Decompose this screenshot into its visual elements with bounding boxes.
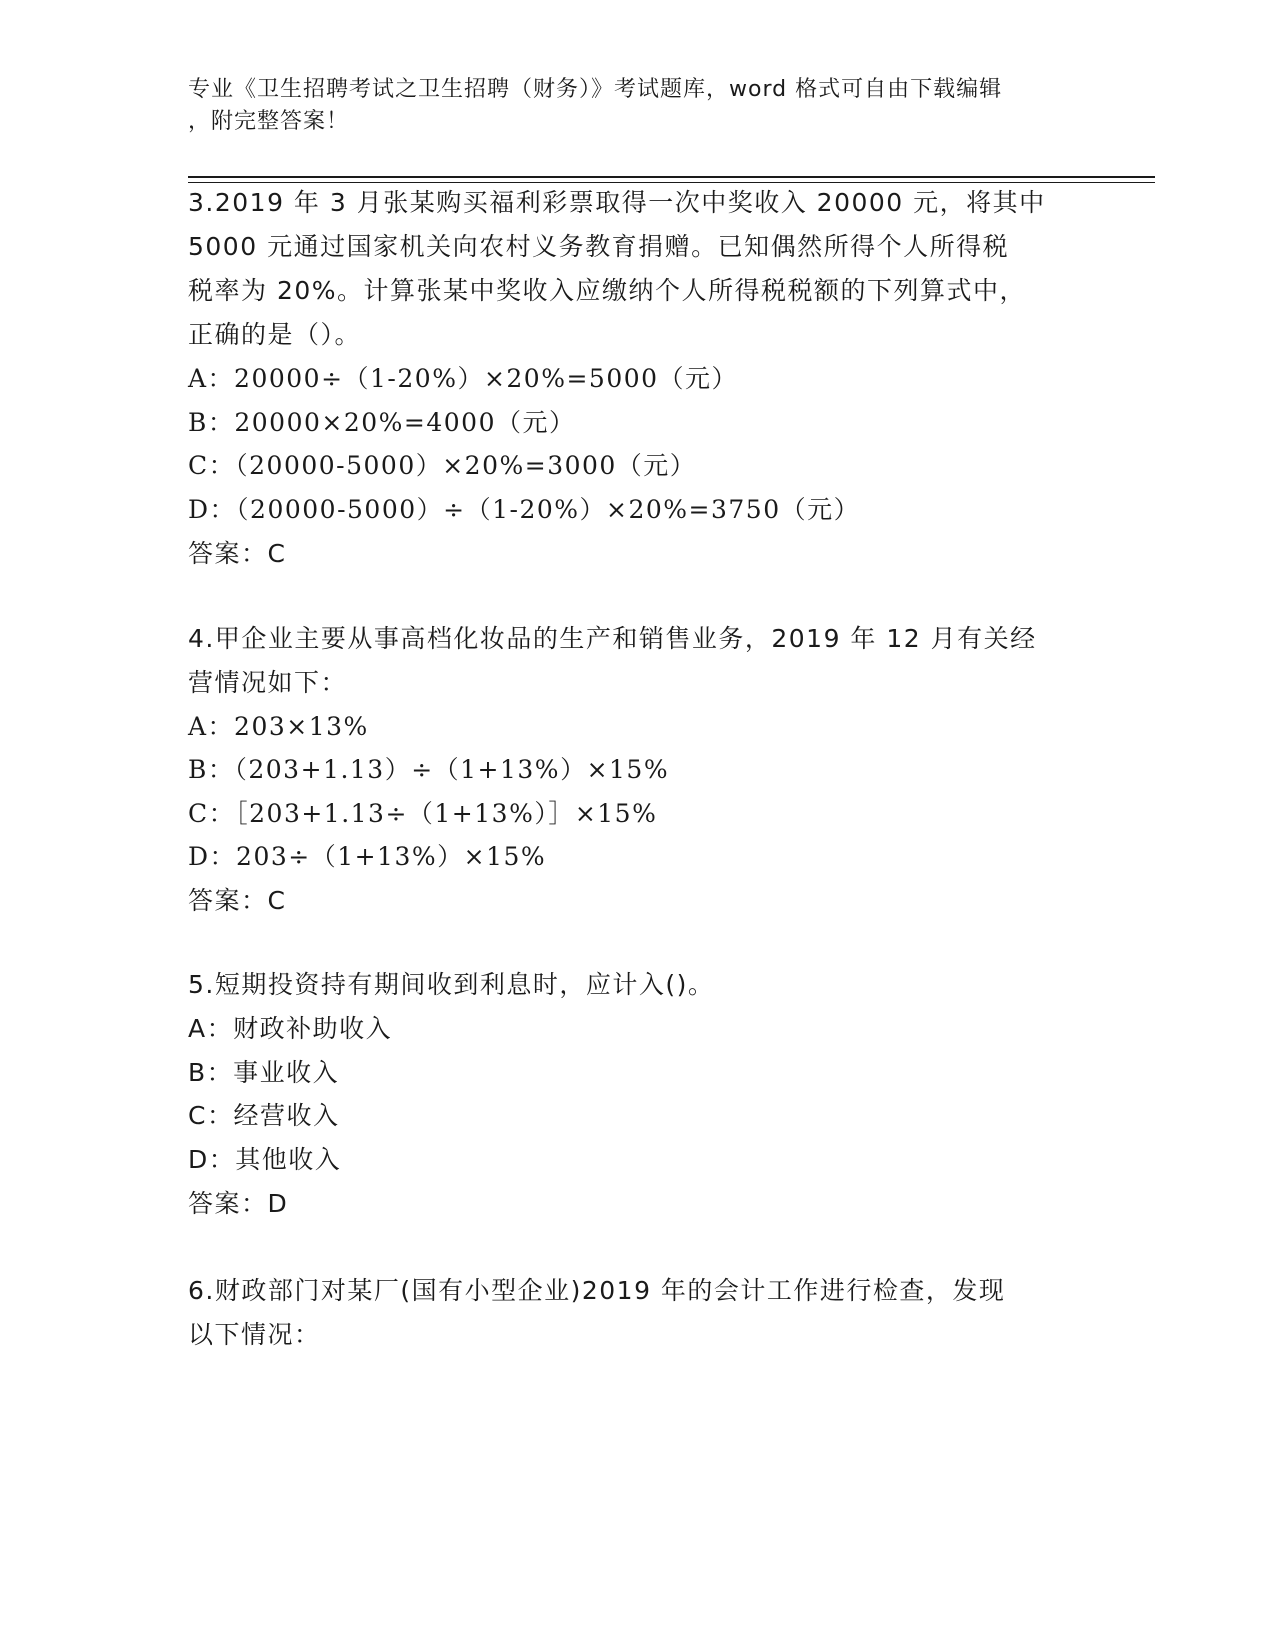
question-6-stem-line-1: 6.财政部门对某厂(国有小型企业)2019 年的会计工作进行检查，发现 (188, 1276, 1006, 1305)
document-header (188, 74, 1068, 138)
question-3-answer: 答案：C (188, 539, 287, 568)
question-5-option-d: D：其他收入 (188, 1145, 342, 1174)
question-3-stem-line-3: 税率为 20%。计算张某中奖收入应缴纳个人所得税税额的下列算式中， (188, 276, 1027, 305)
question-5-stem-line-1: 5.短期投资持有期间收到利息时，应计入()。 (188, 970, 715, 999)
question-3-stem-line-4: 正确的是（）。 (188, 320, 362, 349)
header-line-2: ，附完整答案！ (188, 109, 350, 134)
question-3-stem-line-2: 5000 元通过国家机关向农村义务教育捐赠。已知偶然所得个人所得税 (188, 232, 1010, 261)
header-line-1: 专业《卫生招聘考试之卫生招聘（财务）》考试题库，word 格式可自由下载编辑 (188, 77, 1003, 102)
question-3-option-c: C：（20000-5000）×20%=3000（元） (188, 451, 697, 480)
question-3-option-d: D：（20000-5000）÷（1-20%）×20%=3750（元） (188, 495, 861, 524)
question-6 (188, 1268, 1088, 1368)
question-3-option-b: B：20000×20%=4000（元） (188, 408, 576, 437)
question-5-answer: 答案：D (188, 1189, 289, 1218)
question-4-answer: 答案：C (188, 886, 287, 915)
question-3 (188, 180, 1088, 580)
question-5-option-c: C：经营收入 (188, 1101, 340, 1130)
question-4-option-d: D：203÷（1+13%）×15% (188, 842, 547, 871)
question-4-option-a: A：203×13% (188, 712, 369, 741)
question-4-stem-line-1: 4.甲企业主要从事高档化妆品的生产和销售业务，2019 年 12 月有关经 (188, 624, 1037, 653)
question-6-stem-line-2: 以下情况： (188, 1320, 321, 1349)
question-3-option-a: A：20000÷（1-20%）×20%=5000（元） (188, 364, 739, 393)
question-5 (188, 962, 1088, 1232)
question-4-stem-line-2: 营情况如下： (188, 668, 348, 697)
question-5-option-b: B：事业收入 (188, 1058, 340, 1087)
header-divider-thick (188, 176, 1155, 178)
question-4-option-b: B：（203+1.13）÷（1+13%）×15% (188, 755, 670, 784)
question-4 (188, 616, 1088, 926)
question-4-option-c: C：［203+1.13÷（1+13%）］×15% (188, 799, 658, 828)
question-3-stem-line-1: 3.2019 年 3 月张某购买福利彩票取得一次中奖收入 20000 元，将其中 (188, 188, 1046, 217)
question-5-option-a: A：财政补助收入 (188, 1014, 393, 1043)
